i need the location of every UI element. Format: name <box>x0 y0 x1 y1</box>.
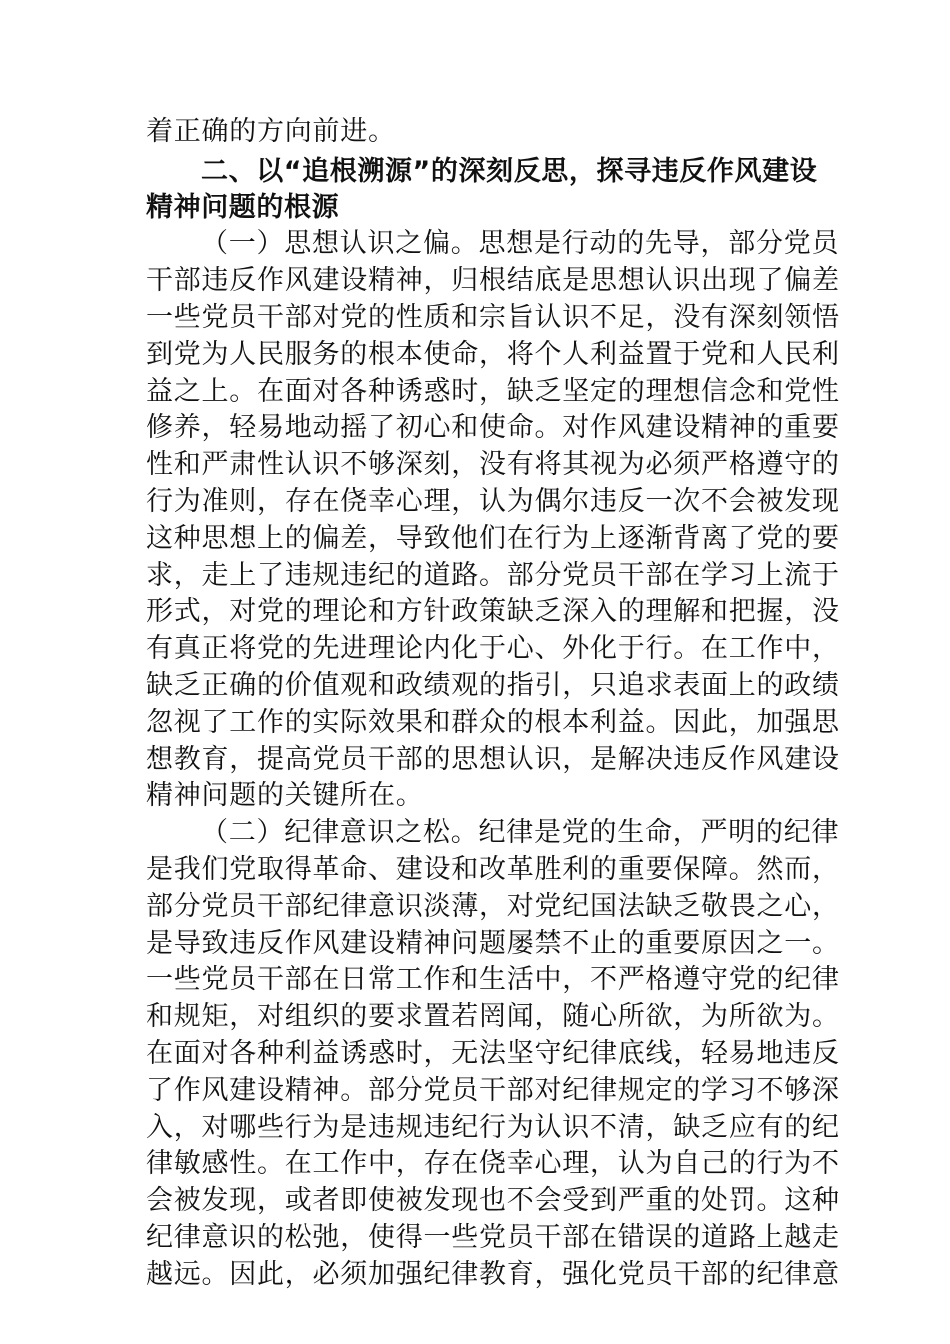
section-heading-line-2: 精神问题的根源 <box>146 192 340 223</box>
paragraph-1-line: 形式，对党的理论和方针政策缺乏深入的理解和把握，没 <box>146 596 840 627</box>
paragraph-2-line: 在面对各种利益诱惑时，无法坚守纪律底线，轻易地违反 <box>146 1038 840 1069</box>
paragraph-1-line: 缺乏正确的价值观和政绩观的指引，只追求表面上的政绩 <box>146 670 840 701</box>
paragraph-2-line: 一些党员干部在日常工作和生活中，不严格遵守党的纪律 <box>146 964 840 995</box>
paragraph-continuation-line: 着正确的方向前进。 <box>146 116 396 147</box>
paragraph-2-line: 律敏感性。在工作中，存在侥幸心理，认为自己的行为不 <box>146 1148 840 1179</box>
paragraph-1-line: 到党为人民服务的根本使命，将个人利益置于党和人民利 <box>146 339 840 370</box>
paragraph-2-line: 纪律意识的松弛，使得一些党员干部在错误的道路上越走 <box>146 1222 840 1253</box>
paragraph-1-line: 一些党员干部对党的性质和宗旨认识不足，没有深刻领悟 <box>146 302 840 333</box>
paragraph-1-line: 干部违反作风建设精神，归根结底是思想认识出现了偏差 <box>146 265 840 296</box>
paragraph-1-line: 想教育，提高党员干部的思想认识，是解决违反作风建设 <box>146 744 840 775</box>
section-heading-line-1: 二、以“追根溯源”的深刻反思，探寻违反作风建设 <box>201 156 818 187</box>
paragraph-2-line: 部分党员干部纪律意识淡薄，对党纪国法缺乏敬畏之心， <box>146 891 840 922</box>
paragraph-2-line: 越远。因此，必须加强纪律教育，强化党员干部的纪律意 <box>146 1259 840 1290</box>
paragraph-1-line: 求，走上了违规违纪的道路。部分党员干部在学习上流于 <box>146 560 840 591</box>
paragraph-2-line: 了作风建设精神。部分党员干部对纪律规定的学习不够深 <box>146 1075 840 1106</box>
paragraph-1-line: 益之上。在面对各种诱惑时，缺乏坚定的理想信念和党性 <box>146 376 840 407</box>
paragraph-2-line: （二）纪律意识之松。纪律是党的生命，严明的纪律 <box>201 817 840 848</box>
paragraph-1-line: 这种思想上的偏差，导致他们在行为上逐渐背离了党的要 <box>146 523 840 554</box>
paragraph-1-line: 行为准则，存在侥幸心理，认为偶尔违反一次不会被发现 <box>146 486 840 517</box>
paragraph-1-line: （一）思想认识之偏。思想是行动的先导，部分党员 <box>201 228 840 259</box>
paragraph-2-line: 是导致违反作风建设精神问题屡禁不止的重要原因之一。 <box>146 928 840 959</box>
paragraph-1-line: 忽视了工作的实际效果和群众的根本利益。因此，加强思 <box>146 707 840 738</box>
paragraph-1-line: 性和严肃性认识不够深刻，没有将其视为必须严格遵守的 <box>146 449 840 480</box>
paragraph-2-line: 入，对哪些行为是违规违纪行为认识不清，缺乏应有的纪 <box>146 1112 840 1143</box>
paragraph-2-line: 和规矩，对组织的要求置若罔闻，随心所欲，为所欲为。 <box>146 1001 840 1032</box>
paragraph-2-line: 是我们党取得革命、建设和改革胜利的重要保障。然而， <box>146 854 840 885</box>
paragraph-1-line: 修养，轻易地动摇了初心和使命。对作风建设精神的重要 <box>146 412 840 443</box>
paragraph-1-line: 精神问题的关键所在。 <box>146 780 424 811</box>
paragraph-1-line: 有真正将党的先进理论内化于心、外化于行。在工作中， <box>146 633 840 664</box>
paragraph-2-line: 会被发现，或者即使被发现也不会受到严重的处罚。这种 <box>146 1185 840 1216</box>
